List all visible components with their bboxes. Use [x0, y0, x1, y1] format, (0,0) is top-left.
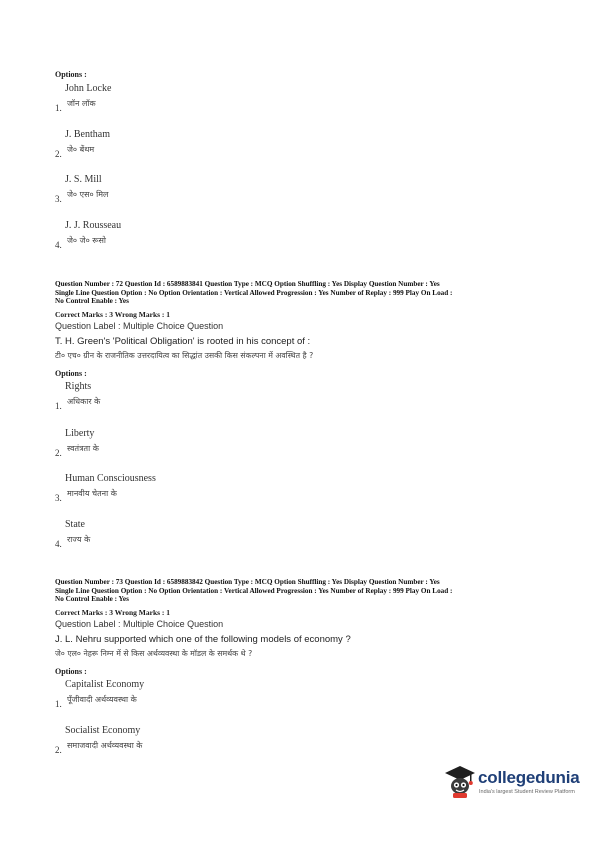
- option-text-hi: जे० जे० रूसो: [67, 236, 106, 245]
- option-text-hi: मानवीय चेतना के: [67, 489, 117, 498]
- option-text-en: J. J. Rousseau: [65, 220, 122, 231]
- question-text-en: J. L. Nehru supported which one of the following models of economy ?: [55, 634, 351, 645]
- option-item: [55, 83, 455, 117]
- option-number: 1.: [55, 103, 62, 113]
- meta-line: Question Number : 73 Question Id : 6589883842 Question Type : MCQ Option Shuffling : Yes Display Question Number : Yes: [55, 578, 440, 586]
- option-text-hi: राज्य के: [67, 535, 91, 544]
- option-text-hi: समाजवादी अर्थव्यवस्था के: [67, 741, 143, 750]
- option-number: 2.: [55, 448, 62, 458]
- brand-name: collegedunia: [478, 768, 580, 787]
- question-meta: [55, 578, 545, 604]
- option-text-en: Rights: [65, 381, 92, 392]
- question-text-hi: टी० एच० ग्रीन के राजनीतिक उत्तरदायित्व का सिद्धांत उसकी किस संकल्पना में अवस्थित है ?: [55, 351, 314, 360]
- brand-tagline: India's largest Student Review Platform: [479, 789, 575, 795]
- option-text-hi: स्वतंत्रता के: [67, 444, 99, 453]
- option-number: 4.: [55, 240, 62, 250]
- meta-line: Single Line Question Option : No Option Orientation : Vertical Allowed Progression : Yes Number of Replay : 999 Play On Load :: [55, 288, 453, 297]
- option-number: 1.: [55, 699, 62, 709]
- meta-line: No Control Enable : Yes: [55, 595, 129, 604]
- option-item: [55, 679, 455, 713]
- option-number: 2.: [55, 745, 62, 755]
- option-number: 4.: [55, 539, 62, 549]
- option-text-en: John Locke: [65, 83, 112, 94]
- option-text-en: J. S. Mill: [65, 174, 102, 185]
- question-label: Question Label : Multiple Choice Question: [55, 619, 224, 629]
- option-text-hi: जॉन लॉक: [67, 99, 96, 108]
- option-text-hi: अधिकार के: [67, 397, 101, 406]
- option-number: 3.: [55, 493, 62, 503]
- option-item: [55, 725, 455, 759]
- options-label: Options :: [55, 70, 87, 79]
- option-text-en: J. Bentham: [65, 129, 110, 140]
- option-text-en: Liberty: [65, 428, 95, 439]
- option-item: [55, 473, 455, 507]
- meta-line: Question Number : 72 Question Id : 6589883841 Question Type : MCQ Option Shuffling : Yes Display Question Number : Yes: [55, 280, 440, 288]
- option-text-en: Socialist Economy: [65, 725, 141, 736]
- marks-info: Correct Marks : 3 Wrong Marks : 1: [55, 608, 171, 617]
- question-text-en: T. H. Green's 'Political Obligation' is rooted in his concept of :: [55, 336, 311, 347]
- graduate-mascot-icon: [444, 764, 476, 800]
- marks-info: Correct Marks : 3 Wrong Marks : 1: [55, 310, 171, 319]
- question-meta: [55, 280, 545, 306]
- option-text-en: Human Consciousness: [65, 473, 156, 484]
- meta-line: Single Line Question Option : No Option Orientation : Vertical Allowed Progression : Yes Number of Replay : 999 Play On Load :: [55, 586, 453, 595]
- options-label: Options :: [55, 667, 87, 676]
- option-item: [55, 381, 455, 415]
- option-number: 3.: [55, 194, 62, 204]
- meta-line: No Control Enable : Yes: [55, 297, 129, 306]
- option-text-hi: पूँजीवादी अर्थव्यवस्था के: [67, 695, 137, 704]
- option-number: 2.: [55, 149, 62, 159]
- collegedunia-logo: [444, 764, 584, 804]
- option-text-hi: जे० बेंथम: [67, 145, 95, 154]
- option-number: 1.: [55, 401, 62, 411]
- option-item: [55, 129, 455, 163]
- option-item: [55, 174, 455, 208]
- option-text-hi: जे० एस० मिल: [67, 190, 109, 199]
- option-text-en: State: [65, 519, 85, 530]
- question-text-hi: जे० एल० नेहरू निम्न में से किस अर्थव्यवस्था के मॉडल के समर्थक थे ?: [55, 649, 253, 658]
- options-label: Options :: [55, 369, 87, 378]
- option-item: [55, 428, 455, 462]
- question-label: Question Label : Multiple Choice Question: [55, 321, 224, 331]
- option-item: [55, 519, 455, 553]
- option-item: [55, 220, 455, 254]
- option-text-en: Capitalist Economy: [65, 679, 145, 690]
